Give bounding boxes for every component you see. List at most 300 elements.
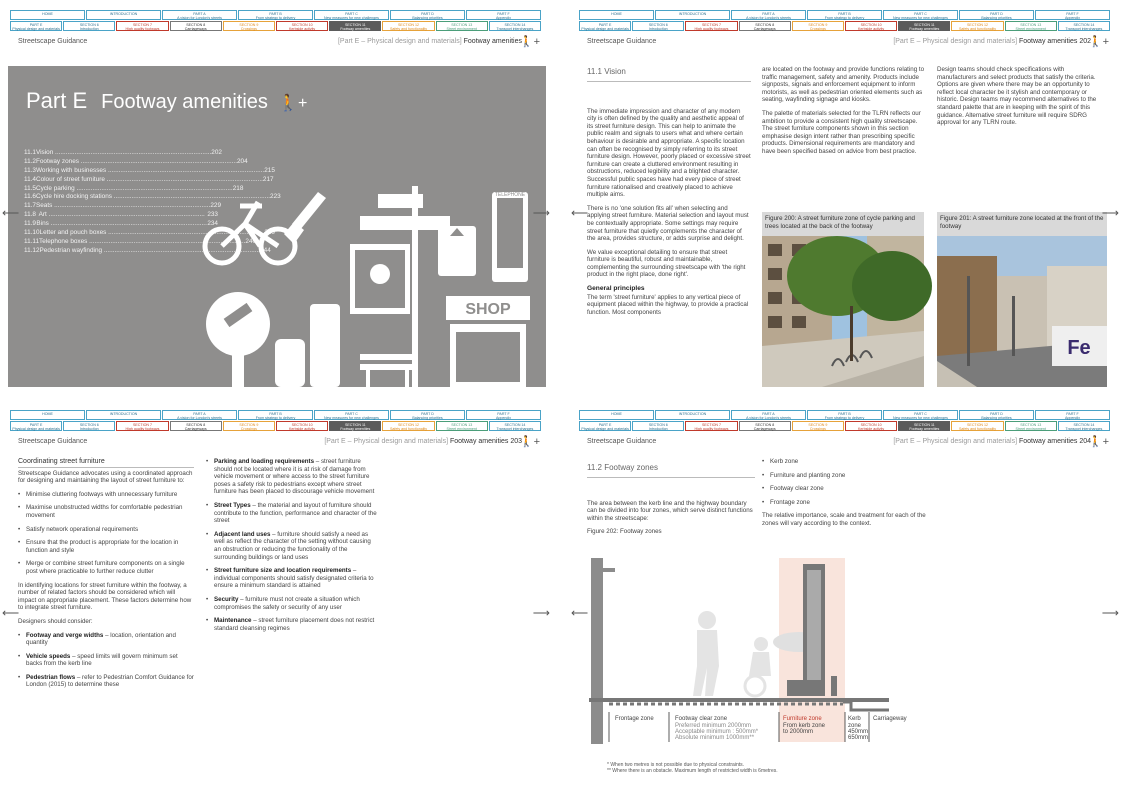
toc-entry[interactable]: [24, 246, 271, 255]
nav-tab[interactable]: [685, 21, 737, 31]
clear-zone-title: Footway clear zone: [675, 716, 728, 722]
nav-tab[interactable]: [466, 410, 541, 420]
nav-tab-subtitle: Carriageways: [184, 27, 207, 31]
nav-tab[interactable]: [489, 21, 541, 31]
toc-label: Seats .....: [36, 202, 210, 209]
nav-tab[interactable]: [579, 10, 654, 20]
toc-num: 11.4: [24, 175, 36, 183]
nav-tab-title: PART A: [193, 12, 206, 16]
toc-page: 202: [211, 148, 222, 156]
pedestrian-plus-icon: 🚶+: [278, 95, 308, 112]
toc-entry[interactable]: [24, 148, 222, 157]
figure-caption: Figure 200: A street furniture zone of cycle parking and trees located at the back of the footway: [762, 212, 924, 236]
nav-tab-title: PART F: [497, 412, 510, 416]
text-column-2: [762, 458, 932, 534]
nav-tab[interactable]: [655, 410, 730, 420]
pedestrian-plus-icon: 🚶+: [1088, 36, 1109, 48]
nav-tab-title: PART D: [990, 12, 1003, 16]
nav-tab-title: PART C: [914, 12, 927, 16]
nav-tab[interactable]: [223, 21, 275, 31]
nav-tab-subtitle: From strategy to delivery: [824, 16, 865, 20]
list-item: • Maximise unobstructed widths for comfortable pedestrian movement: [18, 504, 194, 519]
toc-page: 218: [232, 184, 244, 192]
nav-tab[interactable]: [116, 21, 168, 31]
list-item: [206, 531, 378, 561]
nav-tab-title: PART C: [914, 412, 927, 416]
nav-tab-title: HOME: [611, 12, 622, 16]
nav-tab-subtitle: Introduction: [79, 427, 99, 431]
list-item-text: – speed limits will govern minimum set backs from the kerb line: [26, 652, 178, 668]
paragraph: The term 'street furniture' applies to any vertical piece of equipment placed within the highway, to provide a practical function. Most components: [587, 293, 749, 316]
nav-row-sections: [10, 21, 542, 31]
nav-tab-title: HOME: [42, 412, 53, 416]
list-item: [18, 674, 194, 689]
nav-tab-subtitle: Crossings: [240, 27, 257, 31]
list-item: • Kerb zone: [762, 458, 932, 466]
nav-tab-title: PART B: [838, 412, 851, 416]
list-item-text: – individual components should satisfy designated criteria to ensure a minimum standard is attained: [214, 567, 374, 590]
nav-tab[interactable]: [883, 10, 958, 20]
nav-row-sections: [579, 421, 1111, 431]
nav-tab-title: PART D: [421, 12, 434, 16]
nav-tab-subtitle: From strategy to delivery: [255, 16, 296, 20]
nav-tab-subtitle: Street environment: [446, 27, 477, 31]
toc-num: 11.5: [24, 184, 36, 192]
paragraph: The relative importance, scale and treatment for each of the zones will vary according to the context.: [762, 512, 926, 527]
list-item: • Ensure that the product is appropriate for the location in function and style: [18, 539, 194, 554]
nav-tab-title: INTRODUCTION: [109, 412, 138, 416]
nav-tab-subtitle: A vision for London's streets: [177, 416, 222, 420]
nav-tab-subtitle: Kerbside activity: [858, 427, 885, 431]
nav-tab-subtitle: High quality footways: [694, 427, 729, 431]
nav-tab-title: SECTION 8: [186, 423, 206, 427]
nav-tab[interactable]: [329, 421, 381, 431]
nav-tab[interactable]: [1005, 421, 1057, 431]
text-column-1: [18, 458, 194, 695]
shop-sign: SHOP: [465, 301, 511, 318]
nav-tab[interactable]: [685, 421, 737, 431]
nav-tab[interactable]: [1035, 10, 1110, 20]
paragraph: Designers should consider:: [18, 617, 93, 625]
nav-tab-subtitle: Street environment: [1015, 427, 1046, 431]
nav-tab[interactable]: [579, 421, 631, 431]
toc-entry[interactable]: [24, 237, 257, 246]
nav-tab[interactable]: [731, 10, 806, 20]
nav-row-parts: [10, 410, 542, 420]
nav-tab-title: PART F: [1066, 412, 1079, 416]
previous-page-arrow[interactable]: ⟵: [2, 206, 20, 220]
nav-tab-title: SECTION 9: [808, 23, 828, 27]
toc-entry[interactable]: [24, 219, 218, 228]
nav-tab-subtitle: New measures for new challenges: [324, 16, 379, 20]
nav-tab-title: PART E: [598, 23, 612, 27]
list-item: • Minimise cluttering footways with unnecessary furniture: [18, 491, 194, 499]
toc-num: 11.7: [24, 202, 36, 210]
nav-tab-subtitle: From strategy to delivery: [824, 416, 865, 420]
nav-tab-title: PART B: [838, 12, 851, 16]
list-item: [206, 458, 378, 496]
toc-entry[interactable]: [24, 201, 222, 210]
toc-label: Bins .....: [36, 220, 206, 227]
nav-tab-title: SECTION 9: [239, 23, 259, 27]
section-nav: [579, 10, 1111, 31]
factors-list: [18, 632, 194, 690]
list-item-text: – location, orientation and quantity: [26, 631, 176, 647]
nav-tab[interactable]: [436, 21, 488, 31]
running-head-title: Streetscape Guidance: [587, 38, 657, 45]
nav-tab[interactable]: [739, 21, 791, 31]
nav-tab-title: SECTION 10: [860, 23, 882, 27]
paragraph: Design teams should check specifications with manufacturers and select products that satisfy the criteria. Options are given where there may be an opportunity to reflect local character be it stylish and contemporary or historic. Design teams may recommend alternatives to the standard palette that are in keeping with the spirit of this guidance. Alternative street furniture will require SDRG approval for any TLRN route.: [937, 66, 1097, 127]
nav-tab-title: HOME: [611, 412, 622, 416]
nav-tab[interactable]: [10, 421, 62, 431]
nav-tab[interactable]: [382, 421, 434, 431]
nav-tab-title: INTRODUCTION: [678, 412, 707, 416]
next-page-arrow[interactable]: ⟶: [1101, 606, 1119, 620]
nav-tab-title: SECTION 11: [913, 23, 935, 27]
nav-tab-subtitle: Footway amenities: [909, 27, 940, 31]
photo-cycle-parking: [762, 236, 924, 387]
nav-tab-subtitle: Kerbside activity: [289, 427, 316, 431]
nav-tab-title: SECTION 14: [504, 23, 526, 27]
toc-label: Cycle hire docking stations .....: [36, 193, 270, 200]
running-head-title: Streetscape Guidance: [18, 38, 88, 45]
nav-tab[interactable]: [1058, 421, 1110, 431]
nav-tab-subtitle: Transport interchanges: [1065, 427, 1103, 431]
paragraph: The palette of materials selected for the TLRN reflects our ambition to provide a consistent high quality streetscape. The street furniture components shown in this section emphasise design intent rather than prescribing specific products. Dimensional requirements are mandatory and have been specified based on advice from best practice.: [762, 109, 921, 155]
nav-tab-subtitle: Appendix: [496, 416, 511, 420]
nav-tab-title: SECTION 12: [398, 23, 420, 27]
nav-tab[interactable]: [1035, 410, 1110, 420]
kerb-zone-line: zone: [848, 723, 862, 729]
next-page-arrow[interactable]: ⟶: [532, 206, 550, 220]
list-item: • Footway clear zone: [762, 485, 932, 493]
nav-tab[interactable]: [466, 10, 541, 20]
nav-tab[interactable]: [731, 410, 806, 420]
nav-tab[interactable]: [489, 421, 541, 431]
running-head-section: [Part E – Physical design and materials] Footway amenities 204: [893, 438, 1091, 445]
furniture-zone-title: Furniture zone: [783, 716, 822, 722]
list-item: [206, 502, 378, 525]
nav-tab-subtitle: Safety and functionality: [389, 27, 428, 31]
toc-page: 223: [270, 193, 281, 201]
nav-tab-subtitle: New measures for new challenges: [324, 416, 379, 420]
subheading: General principles: [587, 285, 645, 293]
toc-label: Pedestrian wayfinding .....: [40, 247, 261, 254]
nav-tab-subtitle: Physical design and materials: [581, 27, 629, 31]
frontage-zone-label: Frontage zone: [615, 716, 654, 722]
nav-tab[interactable]: [86, 410, 161, 420]
table-of-contents: [24, 148, 281, 255]
nav-tab[interactable]: [951, 421, 1003, 431]
list-item-lead: Pedestrian flows: [26, 673, 76, 681]
running-head: [587, 36, 1109, 50]
nav-tab[interactable]: [276, 421, 328, 431]
nav-tab[interactable]: [845, 21, 897, 31]
previous-page-arrow[interactable]: ⟵: [571, 606, 589, 620]
nav-tab-title: SECTION 13: [1020, 423, 1042, 427]
carriageway-label: Carriageway: [873, 716, 907, 722]
nav-tab-subtitle: Introduction: [648, 27, 668, 31]
text-column-2: [206, 458, 378, 638]
nav-tab[interactable]: [807, 410, 882, 420]
nav-tab-subtitle: Balancing priorities: [981, 16, 1012, 20]
nav-tab[interactable]: [739, 421, 791, 431]
nav-tab-title: SECTION 7: [702, 423, 721, 427]
nav-tab-subtitle: Kerbside activity: [289, 27, 316, 31]
pedestrian-plus-icon: 🚶+: [1088, 436, 1109, 448]
toc-entry[interactable]: [24, 184, 244, 193]
nav-tab-title: SECTION 7: [702, 23, 721, 27]
nav-tab-title: SECTION 12: [398, 423, 420, 427]
running-head-section: [Part E – Physical design and materials] Footway amenities 202: [893, 38, 1091, 45]
section-nav: [10, 410, 542, 431]
list-item-lead: Street Types: [214, 501, 251, 509]
nav-tab-title: SECTION 8: [186, 23, 206, 27]
nav-tab-subtitle: Footway amenities: [909, 427, 940, 431]
toc-page: 240: [245, 237, 257, 245]
nav-row-parts: [10, 10, 542, 20]
list-item: [18, 653, 194, 668]
nav-tab-subtitle: From strategy to delivery: [255, 416, 296, 420]
previous-page-arrow[interactable]: ⟵: [571, 206, 589, 220]
running-head-title: Streetscape Guidance: [18, 438, 88, 445]
nav-tab-title: SECTION 6: [648, 23, 668, 27]
nav-tab-subtitle: Transport interchanges: [1065, 27, 1103, 31]
nav-tab-subtitle: Safety and functionality: [958, 427, 997, 431]
nav-tab[interactable]: [579, 410, 654, 420]
svg-text:Fe: Fe: [1067, 337, 1091, 359]
nav-tab[interactable]: [238, 410, 313, 420]
nav-tab-title: SECTION 13: [451, 423, 473, 427]
list-item-text: – street furniture should not be located where it is at risk of damage from vehicle movement or where access to the street furniture poses a safety risk to pedestrians except where street furniture has been placed to discourage vehicle movement: [214, 458, 375, 496]
nav-tab[interactable]: [10, 410, 85, 420]
figure-caption: Figure 202: Footway zones: [587, 528, 662, 536]
nav-tab-title: SECTION 12: [967, 23, 989, 27]
aims-list: [18, 491, 194, 576]
nav-tab-title: SECTION 6: [79, 23, 99, 27]
toc-entry[interactable]: [24, 210, 218, 219]
nav-tab[interactable]: [162, 10, 237, 20]
footway-zones-diagram: [589, 558, 919, 748]
nav-tab[interactable]: [1005, 21, 1057, 31]
nav-tab[interactable]: [655, 10, 730, 20]
nav-tab[interactable]: [238, 10, 313, 20]
text-column-1: [587, 68, 751, 322]
toc-label: Vision .....: [36, 149, 211, 156]
nav-tab-subtitle: High quality footways: [694, 27, 729, 31]
nav-tab-title: PART A: [193, 412, 206, 416]
nav-tab[interactable]: [170, 21, 222, 31]
paragraph: In identifying locations for street furniture within the footway, a number of related factors should be considered which will impact on appropriate placement. These factors determine how to integrate street furniture.: [18, 581, 192, 612]
paragraph: We value exceptional detailing to ensure that street furniture is beautiful, robust and maintainable, complementing the surrounding streetscape with 'the right product in the right place, done right'.: [587, 248, 746, 279]
nav-tab[interactable]: [959, 10, 1034, 20]
part-title: Part E Footway amenities 🚶+: [26, 88, 308, 113]
toc-num: 11.11: [24, 237, 40, 245]
nav-tab[interactable]: [382, 21, 434, 31]
section-nav: [10, 10, 542, 31]
nav-tab-subtitle: Kerbside activity: [858, 27, 885, 31]
nav-tab[interactable]: [116, 421, 168, 431]
text-column-1: [587, 464, 755, 542]
footnote: ** Where there is an obstacle. Maximum length of restricted width is 6metres.: [607, 768, 778, 775]
kerb-zone-title: Kerb: [848, 716, 861, 722]
nav-tab-title: SECTION 10: [860, 423, 882, 427]
nav-tab-title: PART E: [29, 23, 43, 27]
list-item-lead: Street furniture size and location requirements: [214, 567, 352, 575]
toc-num: 11.9: [24, 220, 36, 228]
nav-tab-subtitle: A vision for London's streets: [177, 16, 222, 20]
previous-page-arrow[interactable]: ⟵: [2, 606, 20, 620]
nav-tab-title: SECTION 8: [755, 423, 775, 427]
running-head-title: Streetscape Guidance: [587, 438, 657, 445]
nav-tab-title: SECTION 12: [967, 423, 989, 427]
nav-tab[interactable]: [63, 421, 115, 431]
list-item: • Frontage zone: [762, 499, 932, 507]
nav-tab-title: PART B: [269, 412, 282, 416]
nav-tab[interactable]: [10, 10, 85, 20]
list-item-lead: Adjacent land uses: [214, 530, 271, 538]
nav-tab[interactable]: [632, 21, 684, 31]
nav-tab[interactable]: [792, 421, 844, 431]
nav-tab[interactable]: [170, 421, 222, 431]
nav-tab-title: SECTION 7: [133, 423, 152, 427]
nav-tab-subtitle: Transport interchanges: [496, 427, 534, 431]
factors-list: [206, 458, 378, 632]
nav-tab[interactable]: [162, 410, 237, 420]
nav-tab[interactable]: [63, 21, 115, 31]
list-item-lead: Footway and verge widths: [26, 631, 104, 639]
nav-tab[interactable]: [314, 10, 389, 20]
nav-tab-title: PART F: [497, 12, 510, 16]
nav-tab[interactable]: [436, 421, 488, 431]
nav-tab-title: SECTION 14: [1073, 423, 1095, 427]
nav-tab-subtitle: Footway amenities: [340, 27, 371, 31]
paragraph: The immediate impression and character of any modern city is often defined by the quality and aesthetic appeal of its street furniture design. This can help to animate the public realm and signals to users what and where certain behaviour is desirable and appropriate. A specific location can often be recognised by simply referring to its street furniture design. However, poorly placed or excessive street furniture can create a cluttered environment resulting in obstructions, reduced legibility and a blighted character. Successful public spaces have had every piece of street furniture rationalised and creatively placed to achieve multiple aims.: [587, 107, 751, 199]
nav-tab[interactable]: [845, 421, 897, 431]
nav-tab-subtitle: Carriageways: [753, 27, 776, 31]
nav-tab[interactable]: [223, 421, 275, 431]
toc-num: 11.6: [24, 193, 36, 201]
figure-caption: Figure 201: A street furniture zone located at the front of the footway: [937, 212, 1107, 236]
section-title: 11.2 Footway zones: [587, 464, 755, 478]
spread-page-4: [571, 408, 1119, 787]
list-item-text: – furniture should satisfy a need as well as reflect the character of the setting without causing an obstruction or reducing the functionality of the surrounding buildings or land uses: [214, 530, 371, 561]
toc-num: 11.8: [24, 211, 36, 219]
toc-label: Telephone boxes .....: [39, 238, 245, 245]
nav-tab[interactable]: [883, 410, 958, 420]
toc-num: 11.1: [24, 148, 36, 156]
list-item-text: – street furniture placement does not restrict standard cleansing regimes: [214, 617, 375, 632]
nav-tab[interactable]: [959, 410, 1034, 420]
nav-tab[interactable]: [579, 21, 631, 31]
running-head-section: [Part E – Physical design and materials] Footway amenities: [337, 38, 522, 45]
nav-tab-title: PART F: [1066, 12, 1079, 16]
list-item-lead: Maintenance: [214, 617, 252, 625]
nav-tab-subtitle: Balancing priorities: [412, 16, 443, 20]
toc-label: Working with businesses .....: [36, 167, 264, 174]
toc-label: Colour of street furniture .....: [36, 176, 263, 183]
nav-tab-title: PART A: [762, 412, 775, 416]
nav-tab-subtitle: Introduction: [79, 27, 99, 31]
pedestrian-plus-icon: 🚶+: [519, 436, 540, 448]
toc-label: Letter and pouch boxes .....: [40, 229, 265, 236]
nav-tab[interactable]: [390, 10, 465, 20]
nav-tab[interactable]: [276, 21, 328, 31]
nav-tab-subtitle: New measures for new challenges: [893, 16, 948, 20]
nav-tab-subtitle: Appendix: [1065, 16, 1080, 20]
nav-tab-subtitle: High quality footways: [125, 427, 160, 431]
nav-tab[interactable]: [329, 21, 381, 31]
toc-entry[interactable]: [24, 175, 274, 184]
nav-tab-subtitle: Footway amenities: [340, 427, 371, 431]
nav-tab-subtitle: Balancing priorities: [412, 416, 443, 420]
nav-tab[interactable]: [10, 21, 62, 31]
nav-tab-title: SECTION 10: [291, 423, 313, 427]
nav-tab-subtitle: A vision for London's streets: [746, 16, 791, 20]
list-item: • Merge or combine street furniture components on a single post where practicable to further reduce clutter: [18, 560, 194, 575]
toc-num: 11.10: [24, 228, 40, 236]
nav-tab-subtitle: Crossings: [809, 27, 826, 31]
toc-num: 11.2: [24, 157, 36, 165]
toc-label: Cycle parking .....: [36, 185, 233, 192]
nav-tab-subtitle: Street environment: [1015, 27, 1046, 31]
running-head-section: [Part E – Physical design and materials] Footway amenities 203: [324, 438, 522, 445]
nav-tab[interactable]: [1058, 21, 1110, 31]
nav-tab-title: SECTION 9: [808, 423, 828, 427]
clear-zone-line: Preferred minimum 2000mm: [675, 723, 752, 729]
nav-tab-subtitle: Transport interchanges: [496, 27, 534, 31]
nav-tab[interactable]: [898, 21, 950, 31]
toc-entry[interactable]: [24, 192, 281, 201]
toc-entry[interactable]: [24, 157, 248, 166]
clear-zone-line: Absolute minimum 1000mm**: [675, 735, 755, 741]
nav-tab[interactable]: [390, 410, 465, 420]
nav-tab-subtitle: A vision for London's streets: [746, 416, 791, 420]
nav-tab[interactable]: [314, 410, 389, 420]
zones-list: [762, 458, 932, 506]
next-page-arrow[interactable]: ⟶: [1101, 206, 1119, 220]
nav-tab[interactable]: [898, 421, 950, 431]
nav-tab-title: SECTION 6: [79, 423, 99, 427]
nav-tab-subtitle: Physical design and materials: [581, 427, 629, 431]
nav-tab-subtitle: Carriageways: [184, 427, 207, 431]
toc-entry[interactable]: [24, 228, 276, 237]
nav-tab-title: SECTION 8: [755, 23, 775, 27]
toc-num: 11.3: [24, 166, 36, 174]
nav-tab[interactable]: [792, 21, 844, 31]
toc-entry[interactable]: [24, 166, 275, 175]
nav-tab[interactable]: [86, 10, 161, 20]
list-item-lead: Security: [214, 595, 239, 603]
nav-tab-subtitle: Balancing priorities: [981, 416, 1012, 420]
nav-tab-subtitle: New measures for new challenges: [893, 416, 948, 420]
nav-tab[interactable]: [632, 421, 684, 431]
nav-tab-title: HOME: [42, 12, 53, 16]
photo-street-furniture-front: [937, 236, 1107, 387]
nav-tab-title: SECTION 14: [504, 423, 526, 427]
next-page-arrow[interactable]: ⟶: [532, 606, 550, 620]
nav-tab[interactable]: [807, 10, 882, 20]
paragraph: Streetscape Guidance advocates using a coordinated approach for designing and maintaining the layout of street furniture to:: [18, 469, 193, 485]
toc-page: 229: [210, 202, 222, 210]
nav-tab[interactable]: [951, 21, 1003, 31]
nav-tab-title: SECTION 14: [1073, 23, 1095, 27]
toc-page: 233: [207, 211, 218, 219]
nav-tab-title: INTRODUCTION: [109, 12, 138, 16]
nav-tab-title: SECTION 9: [239, 423, 259, 427]
paragraph: The area between the kerb line and the highway boundary can be divided into four zones, which serve distinct functions within the streetscape:: [587, 499, 753, 522]
